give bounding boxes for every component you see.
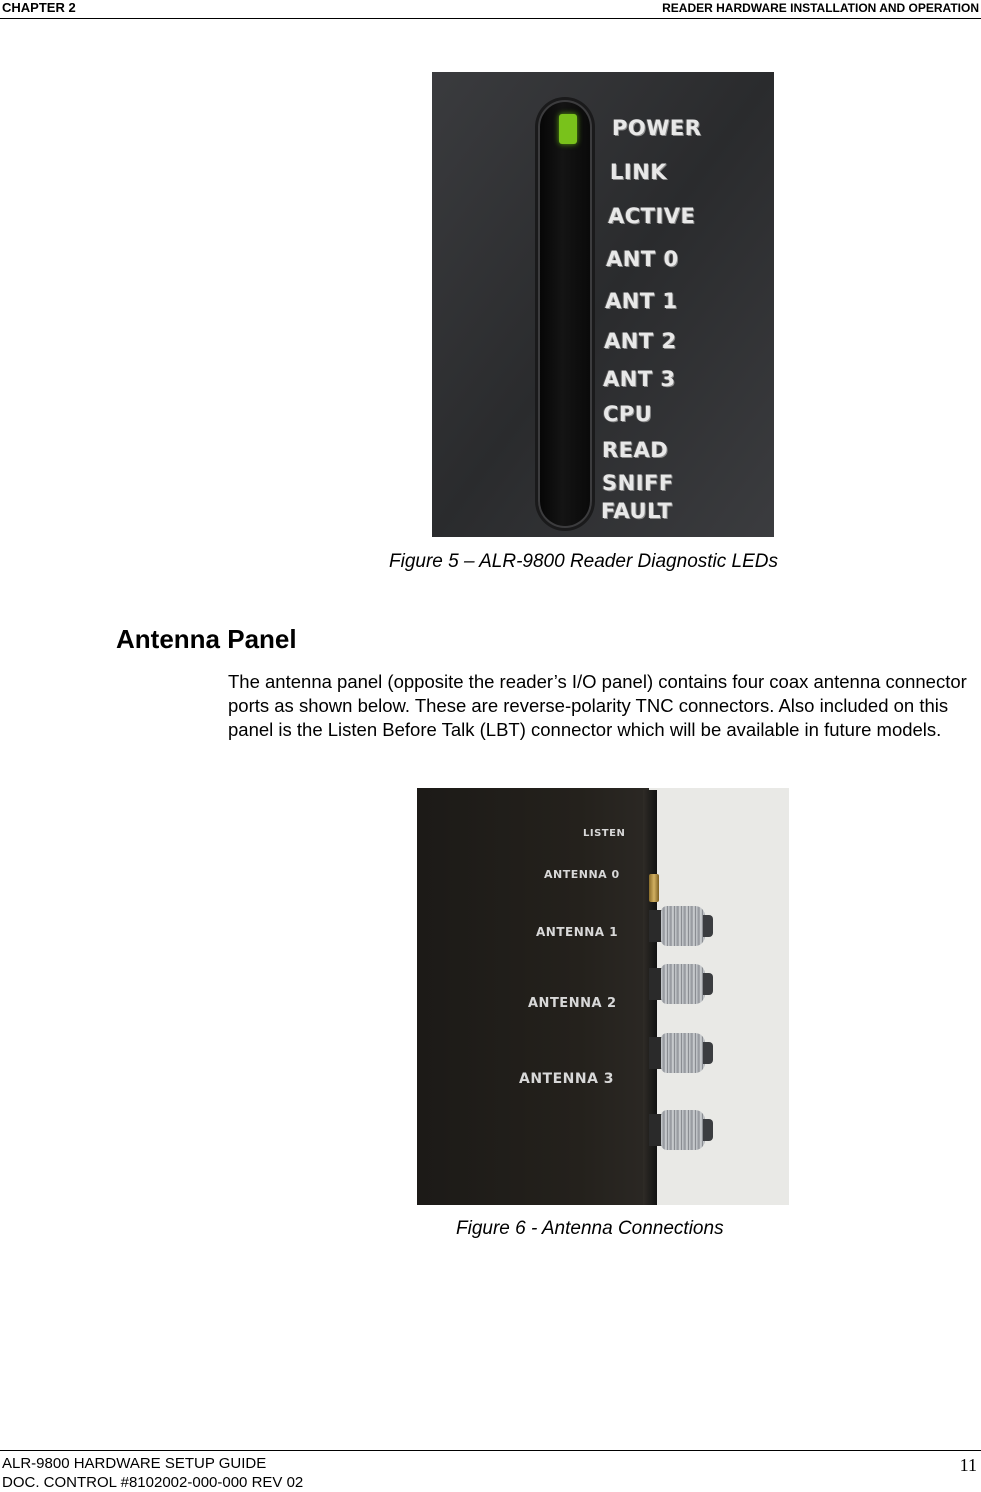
led-label-ant2: ANT 2	[604, 329, 677, 353]
figure6-caption: Figure 6 - Antenna Connections	[456, 1218, 724, 1239]
section-paragraph: The antenna panel (opposite the reader’s I/O panel) contains four coax antenna connector ports as shown below. These are reverse-polarity TNC connectors. Also included on this panel is the Listen Before Talk (LBT) connector which will be available in future models.	[228, 671, 967, 740]
label-antenna-3: ANTENNA 3	[519, 1071, 615, 1087]
led-label-read: READ	[602, 438, 669, 462]
figure5-caption: Figure 5 – ALR-9800 Reader Diagnostic LEDs	[389, 551, 778, 572]
label-antenna-1: ANTENNA 1	[536, 925, 619, 939]
led-label-ant0: ANT 0	[606, 247, 679, 271]
brushed-metal-background	[432, 72, 774, 537]
led-label-link: LINK	[610, 160, 668, 184]
led-label-cpu: CPU	[603, 402, 653, 426]
led-label-ant1: ANT 1	[605, 289, 678, 313]
led-label-fault: FAULT	[601, 499, 673, 523]
chapter-label: CHAPTER 2	[2, 0, 76, 15]
section-title: Antenna Panel	[116, 624, 297, 654]
doc-control: DOC. CONTROL #8102002-000-000 REV 02	[2, 1474, 304, 1491]
page-header	[0, 0, 981, 19]
page-number: 11	[959, 1455, 977, 1475]
label-listen: LISTEN	[583, 828, 626, 839]
antenna-3-connector	[649, 1033, 715, 1073]
label-antenna-2: ANTENNA 2	[528, 996, 617, 1011]
page-footer	[0, 1450, 981, 1491]
power-led-indicator	[559, 114, 577, 144]
guide-title: ALR-9800 HARDWARE SETUP GUIDE	[2, 1455, 267, 1472]
section-running-title: READER HARDWARE INSTALLATION AND OPERATION	[662, 1, 979, 15]
led-label-ant3: ANT 3	[603, 367, 676, 391]
diagnostic-leds-photo	[432, 72, 774, 537]
led-light-pipe	[538, 100, 592, 528]
antenna-1-connector	[649, 906, 715, 946]
antenna0-gold-connector	[649, 874, 659, 902]
antenna-2-connector	[649, 964, 715, 1004]
led-label-sniff: SNIFF	[602, 471, 674, 495]
antenna-4-connector	[649, 1110, 715, 1150]
led-label-active: ACTIVE	[608, 204, 696, 228]
led-label-power: POWER	[612, 116, 702, 140]
label-antenna-0: ANTENNA 0	[544, 868, 620, 881]
antenna-connections-photo	[417, 788, 789, 1205]
